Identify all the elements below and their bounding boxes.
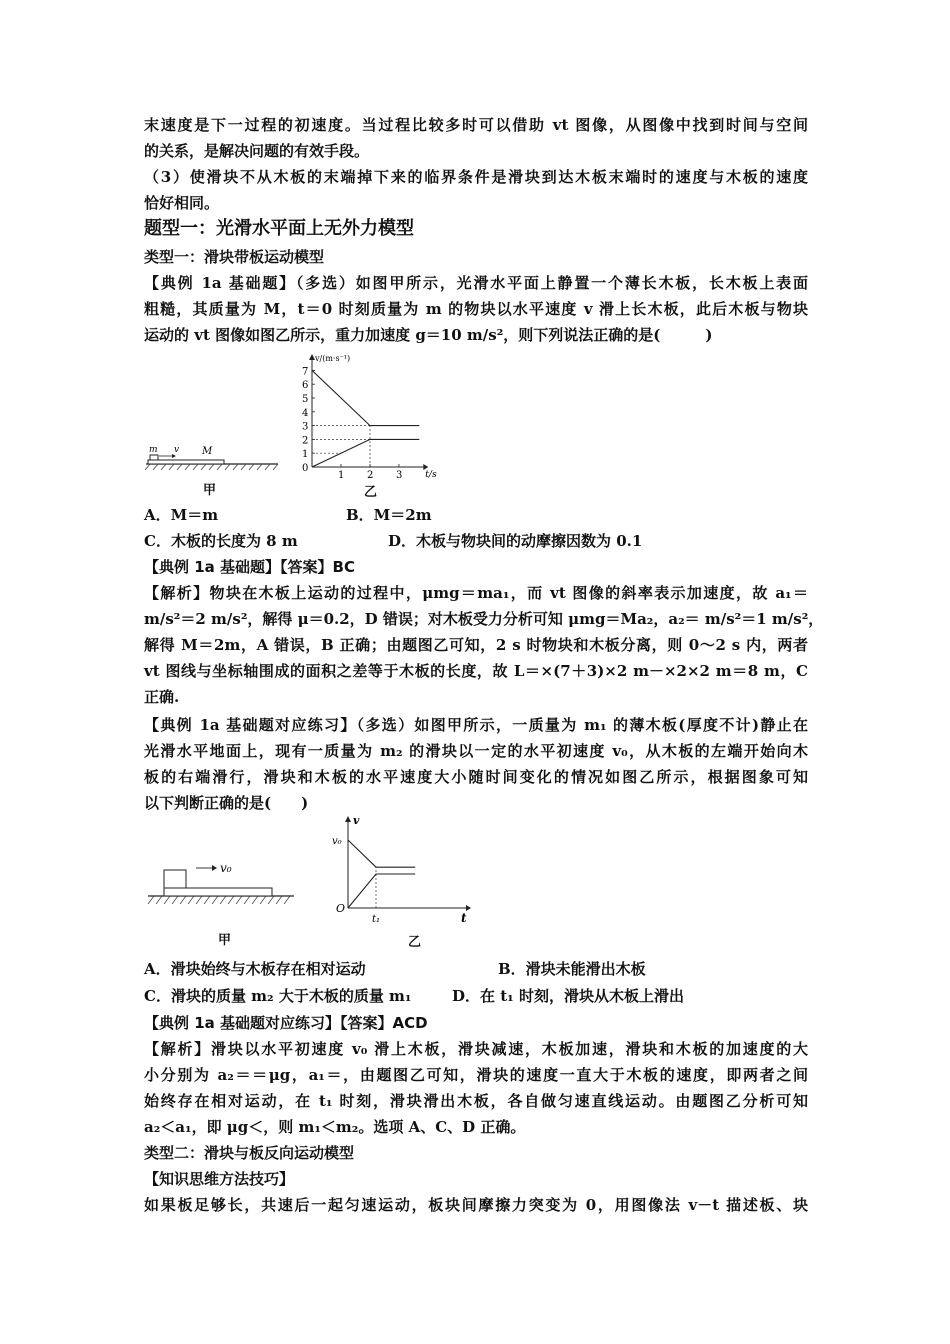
q1-explanation-5: 正确. bbox=[144, 688, 180, 706]
q1-vt-chart bbox=[296, 350, 446, 485]
velocity-v-label: v bbox=[174, 445, 180, 455]
q1-explanation-2: m/s²＝2 m/s²，解得 μ＝0.2，D 错误；对木板受力分析可知 μmg＝Ma₂，a₂＝ m/s²＝1 m/s²， bbox=[144, 610, 824, 628]
intro-line-1: 末速度是下一过程的初速度。当过程比较多时可以借助 vt 图像，从图像中找到时间与空间 bbox=[144, 116, 808, 134]
q1-option-c: C．木板的长度为 8 m bbox=[144, 532, 298, 550]
block-m-label: m bbox=[149, 445, 158, 455]
q2-vt-chart bbox=[330, 812, 475, 927]
q1-line-2: 粗糙，其质量为 M，t＝0 时刻质量为 m 的物块以水平速度 v 滑上长木板，此后木板与物块 bbox=[144, 300, 808, 318]
intro-line-4: 恰好相同。 bbox=[144, 194, 220, 212]
x-tick-label: 1 bbox=[338, 470, 345, 481]
q2-explanation-4: a₂＜a₁，即 μg＜，则 m₁＜m₂。选项 A、C、D 正确。 bbox=[144, 1118, 526, 1136]
q2-fig-left-caption: 甲 bbox=[218, 933, 232, 948]
x-axis-label: t bbox=[461, 911, 467, 925]
q1-explanation-1: 【解析】物块在木板上运动的过程中，μmg＝ma₁，而 vt 图像的斜率表示加速度，故 a₁＝ bbox=[144, 584, 808, 602]
origin-label: 0 bbox=[302, 463, 309, 474]
q2-explanation-1: 【解析】滑块以水平初速度 v₀ 滑上木板，滑块减速，木板加速，滑块和木板的加速度的大 bbox=[144, 1040, 808, 1058]
x-tick-label: 2 bbox=[367, 470, 374, 481]
board-M-label: M bbox=[202, 446, 213, 457]
y-axis-arrow bbox=[345, 816, 351, 822]
y-tick-label: 5 bbox=[302, 394, 309, 405]
x-tick-label: t₁ bbox=[372, 914, 381, 925]
q2-answer: 【典例 1a 基础题对应练习】【答案】ACD bbox=[144, 1014, 428, 1032]
intro-line-3: （3）使滑块不从木板的末端掉下来的临界条件是滑块到达木板末端时的速度与木板的速度 bbox=[144, 168, 808, 186]
section-heading: 题型一：光滑水平面上无外力模型 bbox=[144, 218, 414, 239]
series-line-1 bbox=[348, 840, 415, 867]
origin-label: O bbox=[336, 902, 346, 915]
series-line-2 bbox=[348, 874, 415, 908]
x-axis-arrow bbox=[466, 905, 471, 911]
tips-line-1: 如果板足够长，共速后一起匀速运动，板块间摩擦力突变为 0，用图像法 v－t 描述板、块 bbox=[144, 1196, 808, 1214]
q2-explanation-2: 小分别为 a₂＝＝μg，a₁＝，由题图乙可知，滑块的速度一直大于木板的速度，即两者之间 bbox=[144, 1066, 808, 1084]
subheading-type-2: 类型二：滑块与板反向运动模型 bbox=[144, 1144, 355, 1162]
q2-explanation-3: 始终存在相对运动，在 t₁ 时刻，滑块滑出木板，各自做匀速直线运动。由题图乙分析可知 bbox=[144, 1092, 808, 1110]
y-tick-label: 7 bbox=[302, 366, 309, 378]
y-tick-label: 6 bbox=[302, 380, 309, 392]
q2-option-a: A．滑块始终与木板存在相对运动 bbox=[144, 960, 366, 978]
q1-option-d: D．木板与物块间的动摩擦因数为 0.1 bbox=[388, 532, 643, 550]
y-tick-label: v₀ bbox=[332, 836, 342, 847]
q1-fig-left-caption: 甲 bbox=[203, 483, 217, 498]
intro-line-2: 的关系，是解决问题的有效手段。 bbox=[144, 142, 370, 160]
y-axis-label: v/(m·s⁻¹) bbox=[315, 354, 351, 363]
y-tick-label: 2 bbox=[302, 435, 309, 447]
y-tick-label: 1 bbox=[302, 449, 309, 461]
q2-line-2: 光滑水平地面上，现有一质量为 m₂ 的滑块以一定的水平初速度 v₀，从木板的左端开始向木 bbox=[144, 742, 808, 760]
q2-option-b: B．滑块未能滑出木板 bbox=[498, 960, 646, 978]
q2-figure-left bbox=[146, 858, 296, 918]
y-tick-label: 4 bbox=[302, 407, 309, 419]
y-tick-label: 3 bbox=[302, 421, 309, 433]
q1-vt-chart-svg bbox=[296, 350, 446, 485]
tips-heading: 【知识思维方法技巧】 bbox=[144, 1170, 295, 1188]
q2-vt-chart-svg bbox=[330, 812, 475, 927]
subheading-type-1: 类型一：滑块带板运动模型 bbox=[144, 248, 325, 266]
q1-line-3: 运动的 vt 图像如图乙所示，重力加速度 g＝10 m/s²，则下列说法正确的是( ) bbox=[144, 326, 713, 344]
x-axis-label: t/s bbox=[425, 470, 437, 480]
q1-line-1: 【典例 1a 基础题】（多选）如图甲所示，光滑水平面上静置一个薄长木板，长木板上表面 bbox=[144, 274, 808, 292]
q1-explanation-3: 解得 M＝2m，A 错误，B 正确；由题图乙可知，2 s 时物块和木板分离，则 0～2 s 内，两者 bbox=[144, 636, 808, 654]
v0-label: v₀ bbox=[220, 861, 232, 875]
q1-option-a: A．M＝m bbox=[144, 506, 219, 524]
q2-fig-right-caption: 乙 bbox=[408, 935, 422, 950]
q1-explanation-4: vt 图线与坐标轴围成的面积之差等于木板的长度，故 L＝×(7＋3)×2 m－×2×2 m＝8 m，C bbox=[144, 662, 808, 680]
q2-line-1: 【典例 1a 基础题对应练习】（多选）如图甲所示，一质量为 m₁ 的薄木板(厚度不计)静止在 bbox=[144, 716, 808, 734]
x-tick-label: 3 bbox=[396, 470, 403, 481]
q2-line-4: 以下判断正确的是( ) bbox=[144, 794, 309, 812]
y-axis-label: v bbox=[353, 814, 360, 827]
series-line-1 bbox=[312, 370, 419, 425]
q2-option-d: D．在 t₁ 时刻，滑块从木板上滑出 bbox=[452, 987, 684, 1005]
q1-fig-right-caption: 乙 bbox=[364, 485, 378, 500]
q2-option-c: C．滑块的质量 m₂ 大于木板的质量 m₁ bbox=[144, 987, 412, 1005]
q1-answer: 【典例 1a 基础题】【答案】BC bbox=[144, 558, 355, 576]
q1-option-b: B．M＝2m bbox=[346, 506, 432, 524]
q2-line-3: 板的右端滑行，滑块和木板的水平速度大小随时间变化的情况如图乙所示，根据图象可知 bbox=[144, 768, 808, 786]
